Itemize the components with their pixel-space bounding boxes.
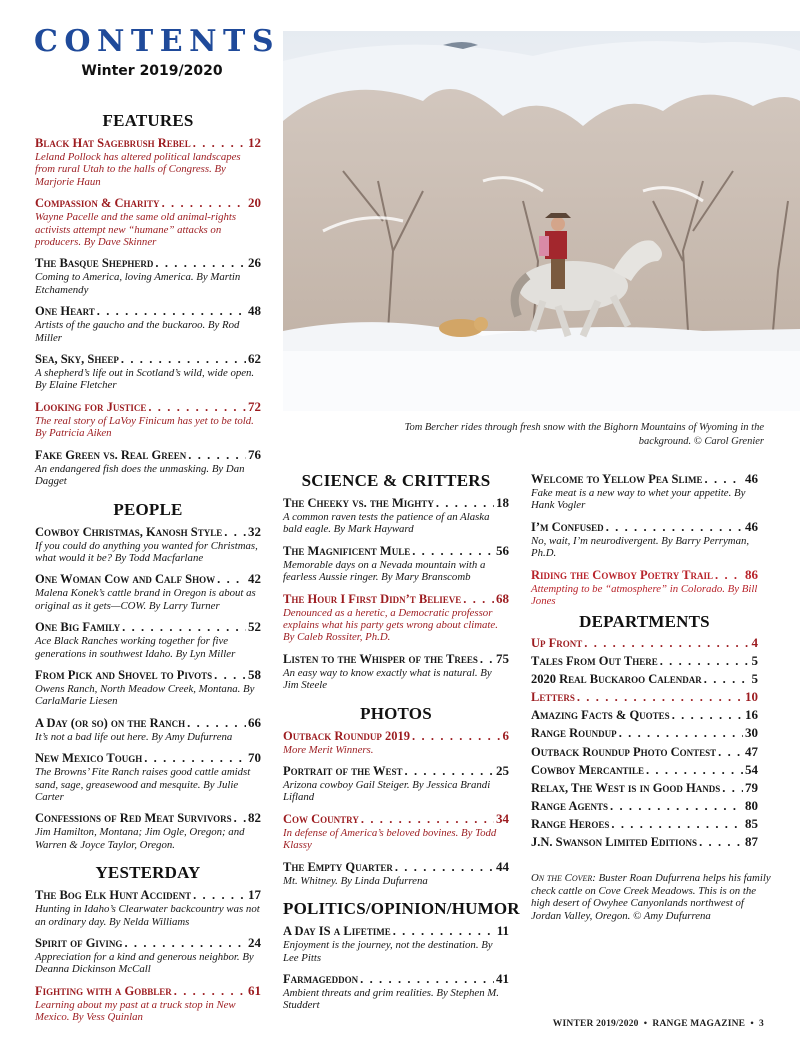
page-number[interactable]: 46 — [745, 471, 758, 486]
dot-leader — [214, 668, 246, 683]
dot-leader — [144, 751, 246, 766]
toc-entry-title-row[interactable] — [531, 708, 758, 723]
dot-leader — [704, 672, 750, 687]
article-description: More Merit Winners. — [283, 743, 374, 756]
dot-leader — [148, 400, 246, 415]
article-title[interactable]: J.N. Swanson Limited Editions — [531, 835, 698, 850]
politics-list — [283, 923, 509, 1012]
dot-leader — [463, 592, 494, 607]
page-number[interactable]: 6 — [502, 727, 509, 743]
toc-entry-title-row[interactable] — [283, 859, 509, 875]
article-title[interactable]: I’m Confused — [531, 519, 604, 534]
article-description: Memorable days on a Nevada mountain with a fearless Aussie ringer. By Mary Branscomb — [283, 558, 486, 584]
toc-entry-title-row[interactable] — [35, 887, 261, 903]
toc-entry-title-row[interactable] — [283, 763, 509, 779]
article-description: If you could do anything you wanted for Christmas, what would it be? By Todd Macfarlane — [35, 539, 258, 564]
toc-entry[interactable] — [35, 524, 261, 565]
page-number[interactable]: 41 — [496, 970, 509, 986]
dot-leader — [124, 936, 246, 951]
article-title[interactable]: Listen to the Whisper of the Trees — [283, 651, 478, 666]
article-title[interactable]: The Hour I First Didn’t Believe — [283, 591, 462, 606]
toc-entry[interactable] — [531, 672, 758, 687]
page-number[interactable]: 75 — [496, 650, 509, 666]
section-heading-science: SCIENCE & CRITTERS — [301, 471, 491, 490]
cover-photo — [283, 31, 800, 411]
toc-entry-title-row[interactable] — [531, 690, 758, 705]
article-title[interactable]: Cow Country — [283, 811, 359, 826]
footer-text: WINTER 2019/2020 • RANGE MAGAZINE • 3 — [552, 1019, 764, 1029]
article-description: Wayne Pacelle and the same old animal-rights activists attempt new “humane” attacks on producers. By Dave Skinner — [35, 211, 237, 249]
toc-entry-title-row[interactable] — [35, 667, 261, 683]
section-heading-photos: PHOTOS — [360, 703, 432, 723]
dot-leader — [480, 652, 494, 667]
dot-leader — [412, 544, 494, 559]
dot-leader — [577, 690, 743, 705]
right-column-articles — [531, 471, 758, 614]
dot-leader — [361, 812, 494, 827]
article-description: Leland Pollock has altered political landscapes from rural Utah to the halls of Congress. By Marjorie Haun — [35, 151, 241, 188]
article-title[interactable]: Up Front — [531, 636, 583, 650]
article-description: The Browns’ Fite Ranch raises good cattle amidst sand, sage, greasewood and mesquite. By Julie Carter — [35, 766, 251, 803]
on-cover-text: Buster Roan Dufurrena helps his family check cattle on Cove Creek Meadows. This is on the high desert of Owyhee Canyonlands northwest of Jordan Valley, Oregon. © Amy Dufurrena — [531, 872, 771, 922]
toc-entry[interactable] — [531, 781, 758, 796]
toc-entry-title-row[interactable] — [531, 567, 758, 583]
page-number[interactable]: 4 — [751, 636, 758, 650]
people-list — [35, 524, 261, 852]
on-the-cover-note — [531, 872, 771, 922]
article-title[interactable]: Fake Green vs. Real Green — [35, 447, 187, 462]
section-heading-people: PEOPLE — [113, 499, 183, 519]
article-title[interactable]: Sea, Sky, Sheep — [35, 352, 119, 367]
dot-leader — [699, 835, 743, 850]
toc-entry-title-row[interactable] — [531, 519, 758, 535]
page-number[interactable]: 80 — [745, 798, 758, 813]
article-title[interactable]: One Heart — [35, 304, 95, 319]
toc-entry[interactable] — [531, 567, 758, 608]
article-description: Appreciation for a kind and generous neighbor. By Deanna Dickinson McCall — [35, 951, 254, 976]
dot-leader — [393, 924, 495, 939]
toc-entry-title-row[interactable] — [35, 255, 261, 271]
article-title[interactable]: Cowboy Mercantile — [531, 762, 644, 777]
toc-entry-title-row[interactable] — [35, 524, 261, 540]
toc-entry[interactable] — [35, 667, 261, 708]
toc-entry[interactable] — [35, 303, 261, 344]
toc-entry[interactable] — [35, 810, 261, 851]
page-number[interactable]: 5 — [751, 672, 758, 687]
dot-leader — [174, 984, 246, 999]
toc-entry-title-row[interactable] — [531, 672, 758, 687]
article-description: Jim Hamilton, Montana; Jim Ogle, Oregon; and Warren & Joyce Taylor, Oregon. — [35, 826, 245, 851]
toc-entry-title-row[interactable] — [531, 835, 758, 850]
toc-entry[interactable] — [35, 571, 261, 612]
article-description: Coming to America, loving America. By Martin Etchamendy — [35, 271, 241, 296]
page-number[interactable]: 56 — [496, 542, 509, 558]
page-number[interactable]: 17 — [248, 887, 261, 903]
article-title[interactable]: Outback Roundup 2019 — [283, 728, 411, 743]
page-number[interactable]: 87 — [745, 835, 758, 850]
toc-entry[interactable] — [531, 835, 758, 850]
dot-leader — [155, 256, 246, 271]
science-list — [283, 495, 509, 692]
article-title[interactable]: Outback Roundup Photo Contest — [531, 744, 717, 759]
toc-entry[interactable] — [283, 859, 509, 887]
toc-entry-title-row[interactable] — [531, 471, 758, 487]
page-number[interactable]: 5 — [751, 654, 758, 669]
dot-leader — [193, 136, 246, 151]
toc-entry-title-row[interactable] — [35, 351, 261, 367]
page-number[interactable]: 85 — [745, 816, 758, 831]
toc-entry-title-row[interactable] — [531, 726, 758, 741]
article-title[interactable]: The Cheeky vs. the Mighty — [283, 496, 434, 510]
toc-entry-title-row[interactable] — [35, 983, 261, 999]
toc-entry-title-row[interactable] — [35, 447, 261, 463]
departments-list — [531, 636, 758, 850]
page-number[interactable]: 11 — [496, 923, 509, 939]
article-title[interactable]: Fighting with a Gobbler — [35, 983, 172, 998]
toc-entry-title-row[interactable] — [531, 781, 758, 796]
section-heading-politics: POLITICS/OPINION/HUMOR — [283, 899, 520, 919]
article-title[interactable]: The Basque Shepherd — [35, 256, 154, 271]
page-number[interactable]: 18 — [496, 495, 509, 510]
left-column — [35, 111, 261, 1031]
middle-column — [283, 471, 520, 1019]
dot-leader — [718, 745, 743, 760]
article-description: In defense of America’s beloved bovines. By Todd Klassy — [283, 826, 497, 852]
article-description: Artists of the gaucho and the buckaroo. By Rod Miller — [35, 319, 240, 344]
dot-leader — [606, 520, 743, 535]
page-footer — [532, 1019, 764, 1029]
article-description: A common raven tests the patience of an Alaska bald eagle. By Mark Hayward — [283, 511, 490, 536]
toc-entry-title-row[interactable] — [35, 810, 261, 826]
toc-entry-title-row[interactable] — [35, 571, 261, 587]
page-number[interactable]: 34 — [496, 810, 509, 826]
article-title[interactable]: Tales From Out There — [531, 654, 658, 669]
section-heading-yesterday: YESTERDAY — [95, 863, 201, 883]
article-description: Mt. Whitney. By Linda Dufurrena — [283, 874, 428, 887]
article-description: Denounced as a heretic, a Democratic professor explains what his party gets wrong about climate. By Caleb Rossiter, Ph.D. — [283, 606, 498, 644]
toc-entry[interactable] — [531, 817, 758, 832]
page-number[interactable]: 52 — [248, 619, 261, 635]
toc-entry-title-row[interactable] — [531, 763, 758, 778]
article-title[interactable]: Range Heroes — [531, 816, 610, 831]
photo-caption: Tom Bercher rides through fresh snow with the Bighorn Mountains of Wyoming in the background. © Carol Grenier — [404, 422, 764, 447]
article-description: It’s not a bad life out here. By Amy Dufurrena — [35, 730, 233, 743]
section-heading-departments: DEPARTMENTS — [579, 612, 710, 631]
page-number[interactable]: 44 — [496, 858, 509, 874]
toc-entry-title-row[interactable] — [35, 750, 261, 766]
article-description: Arizona cowboy Gail Steiger. By Jessica Brandi Lifland — [283, 779, 491, 804]
right-articles-list — [531, 471, 758, 607]
page-number[interactable]: 30 — [745, 726, 758, 741]
dot-leader — [611, 817, 743, 832]
article-description: An easy way to know exactly what is natural. By Jim Steele — [283, 666, 492, 692]
toc-entry[interactable] — [35, 399, 261, 440]
article-title[interactable]: The Bog Elk Hunt Accident — [35, 888, 192, 903]
toc-entry-title-row[interactable] — [531, 745, 758, 760]
photos-list — [283, 728, 509, 887]
toc-entry[interactable] — [531, 763, 758, 778]
toc-entry[interactable] — [35, 983, 261, 1024]
features-list — [35, 135, 261, 488]
article-title[interactable]: Portrait of the West — [283, 764, 403, 779]
toc-entry[interactable] — [531, 726, 758, 741]
toc-entry[interactable] — [283, 495, 509, 536]
page-number[interactable]: 70 — [248, 750, 261, 766]
dot-leader — [217, 572, 246, 587]
issue-date: Winter 2019/2020 — [81, 63, 223, 79]
dot-leader — [646, 763, 743, 778]
toc-entry-title-row[interactable] — [283, 811, 509, 827]
dot-leader — [188, 448, 246, 463]
toc-entry[interactable] — [283, 763, 509, 804]
page-number[interactable]: 82 — [248, 810, 261, 826]
article-title[interactable]: Cowboy Christmas, Kanosh Style — [35, 524, 223, 539]
article-title[interactable]: Compassion & Charity — [35, 196, 160, 211]
dot-leader — [224, 525, 246, 540]
page-number[interactable]: 68 — [496, 590, 509, 606]
article-description: Owens Ranch, North Meadow Creek, Montana. By CarlaMarie Liesen — [35, 682, 255, 708]
article-title[interactable]: A Day (or so) on the Ranch — [35, 715, 186, 730]
toc-entry[interactable] — [531, 745, 758, 760]
page-number[interactable]: 46 — [745, 518, 758, 534]
dot-leader — [97, 304, 246, 319]
page-number[interactable]: 66 — [248, 714, 261, 730]
page-number[interactable]: 20 — [248, 195, 261, 211]
page-number[interactable]: 79 — [745, 780, 758, 795]
page-number[interactable]: 26 — [248, 255, 261, 271]
toc-entry[interactable] — [35, 750, 261, 803]
article-title[interactable]: The Empty Quarter — [283, 859, 393, 874]
dot-leader — [360, 972, 494, 987]
article-description: Enjoyment is the journey, not the destination. By Lee Pitts — [283, 939, 493, 964]
cowboy-horse-snow-image — [283, 31, 800, 411]
toc-entry-title-row[interactable] — [35, 619, 261, 635]
page-number[interactable]: 24 — [248, 935, 261, 950]
toc-entry-title-row[interactable] — [283, 651, 509, 667]
toc-entry-title-row[interactable] — [283, 543, 509, 559]
toc-entry[interactable] — [283, 651, 509, 692]
dot-leader — [405, 764, 495, 779]
toc-entry[interactable] — [283, 971, 509, 1012]
toc-entry[interactable] — [283, 591, 509, 644]
dot-leader — [610, 799, 743, 814]
article-title[interactable]: From Pick and Shovel to Pivots — [35, 667, 213, 682]
dot-leader — [121, 352, 246, 367]
toc-entry-title-row[interactable] — [531, 799, 758, 814]
toc-entry-title-row[interactable] — [35, 935, 261, 951]
toc-entry-title-row[interactable] — [531, 636, 758, 651]
toc-entry[interactable] — [283, 811, 509, 852]
article-title[interactable]: New Mexico Tough — [35, 751, 143, 766]
toc-entry-title-row[interactable] — [35, 135, 261, 151]
page-number[interactable]: 48 — [248, 303, 261, 319]
article-description: No, wait, I’m neurodivergent. By Barry Perryman, Ph.D. — [531, 534, 750, 560]
dot-leader — [162, 196, 246, 211]
article-description: The real story of LaVoy Finicum has yet to be told. By Patricia Aiken — [35, 414, 254, 440]
dot-leader — [584, 636, 749, 651]
article-title[interactable]: Relax, The West is in Good Hands — [531, 780, 721, 795]
departments-column — [531, 612, 758, 853]
toc-entry[interactable] — [35, 447, 261, 488]
page-number[interactable]: 58 — [248, 666, 261, 682]
toc-entry[interactable] — [35, 135, 261, 188]
article-title[interactable]: 2020 Real Buckaroo Calendar — [531, 672, 702, 687]
page-number[interactable]: 25 — [496, 763, 509, 779]
article-title[interactable]: Welcome to Yellow Pea Slime — [531, 472, 703, 486]
article-description: Ace Black Ranches working together for five generations in southwest Idaho. By Lyn Miller — [35, 635, 236, 660]
toc-entry-title-row[interactable] — [35, 715, 261, 731]
toc-entry[interactable] — [35, 351, 261, 392]
article-title[interactable]: Letters — [531, 690, 575, 705]
page-number[interactable]: 10 — [745, 690, 758, 705]
dot-leader — [660, 654, 750, 669]
dot-leader — [395, 860, 494, 875]
toc-entry[interactable] — [531, 519, 758, 560]
article-title[interactable]: One Big Family — [35, 620, 121, 635]
toc-entry-title-row[interactable] — [283, 591, 509, 607]
toc-entry[interactable] — [35, 887, 261, 928]
page-number[interactable]: 76 — [248, 446, 261, 462]
dot-leader — [187, 716, 246, 731]
toc-entry-title-row[interactable] — [531, 817, 758, 832]
toc-entry-title-row[interactable] — [283, 971, 509, 987]
article-title[interactable]: Range Roundup — [531, 726, 617, 741]
page-number[interactable]: 47 — [745, 744, 758, 759]
article-title[interactable]: Riding the Cowboy Poetry Trail — [531, 567, 714, 582]
article-description: Fake meat is a new way to whet your appetite. By Hank Vogler — [531, 487, 746, 512]
article-title[interactable]: Black Hat Sagebrush Rebel — [35, 136, 191, 150]
article-title[interactable]: Range Agents — [531, 798, 609, 813]
page-title: CONTENTS — [34, 24, 281, 59]
page-number[interactable]: 16 — [745, 708, 758, 723]
toc-entry-title-row[interactable] — [35, 399, 261, 415]
toc-entry[interactable] — [531, 690, 758, 705]
toc-entry-title-row[interactable] — [283, 923, 509, 939]
page-number[interactable]: 62 — [248, 351, 261, 367]
toc-entry[interactable] — [35, 195, 261, 248]
toc-entry[interactable] — [35, 715, 261, 743]
toc-entry[interactable] — [283, 728, 509, 756]
contents-header — [34, 24, 281, 80]
toc-entry[interactable] — [35, 619, 261, 660]
article-title[interactable]: Looking for Justice — [35, 399, 147, 414]
dot-leader — [193, 888, 246, 903]
toc-entry[interactable] — [531, 636, 758, 651]
page-number[interactable]: 54 — [745, 762, 758, 777]
dot-leader — [722, 781, 743, 796]
article-description: Ambient threats and grim realities. By Stephen M. Studdert — [283, 986, 500, 1012]
article-description: Learning about my past at a truck stop in New Mexico. By Vess Quinlan — [35, 998, 236, 1024]
article-description: Malena Konek’s cattle brand in Oregon is about as original as it gets—COW. By Larry Turner — [35, 587, 256, 612]
article-description: An endangered fish does the unmasking. By Dan Dagget — [35, 462, 245, 488]
page-number[interactable]: 12 — [248, 135, 261, 150]
toc-entry[interactable] — [35, 935, 261, 976]
article-title[interactable]: Amazing Facts & Quotes — [531, 708, 670, 723]
article-title[interactable]: Confessions of Red Meat Survivors — [35, 811, 232, 826]
page-number[interactable]: 42 — [248, 571, 261, 587]
article-description: Attempting to be “atmosphere” in Colorado. By Bill Jones — [531, 582, 758, 608]
dot-leader — [619, 726, 743, 741]
dot-leader — [436, 496, 494, 511]
toc-entry-title-row[interactable] — [35, 195, 261, 211]
article-description: A shepherd’s life out in Scotland’s wild, wide open. By Elaine Fletcher — [35, 367, 255, 392]
toc-entry-title-row[interactable] — [35, 303, 261, 319]
dot-leader — [412, 729, 500, 744]
article-title[interactable]: Farmageddon — [283, 971, 359, 986]
on-cover-label: On the Cover: — [531, 872, 596, 884]
toc-entry[interactable] — [283, 923, 509, 964]
page-number[interactable]: 61 — [248, 982, 261, 998]
page-number[interactable]: 72 — [248, 398, 261, 414]
toc-entry[interactable] — [35, 255, 261, 296]
toc-entry-title-row[interactable] — [283, 728, 509, 744]
dot-leader — [672, 708, 743, 723]
toc-entry-title-row[interactable] — [531, 654, 758, 669]
article-description: Hunting in Idaho’s Clearwater backcountry was not an ordinary day. By Nelda Williams — [35, 903, 260, 928]
page-number[interactable]: 86 — [745, 566, 758, 582]
toc-entry-title-row[interactable] — [283, 495, 509, 511]
yesterday-list — [35, 887, 261, 1023]
section-heading-features: FEATURES — [102, 111, 194, 130]
toc-entry[interactable] — [283, 543, 509, 584]
article-title[interactable]: The Magnificent Mule — [283, 543, 411, 558]
article-title[interactable]: A Day IS a Lifetime — [283, 924, 391, 939]
toc-entry[interactable] — [531, 654, 758, 669]
article-title[interactable]: Spirit of Giving — [35, 936, 123, 950]
page-number[interactable]: 32 — [248, 523, 261, 539]
toc-entry[interactable] — [531, 708, 758, 723]
dot-leader — [234, 811, 246, 826]
toc-entry[interactable] — [531, 799, 758, 814]
dot-leader — [122, 620, 246, 635]
toc-entry[interactable] — [531, 471, 758, 512]
article-title[interactable]: One Woman Cow and Calf Show — [35, 572, 216, 587]
dot-leader — [715, 568, 743, 583]
dot-leader — [705, 472, 743, 487]
